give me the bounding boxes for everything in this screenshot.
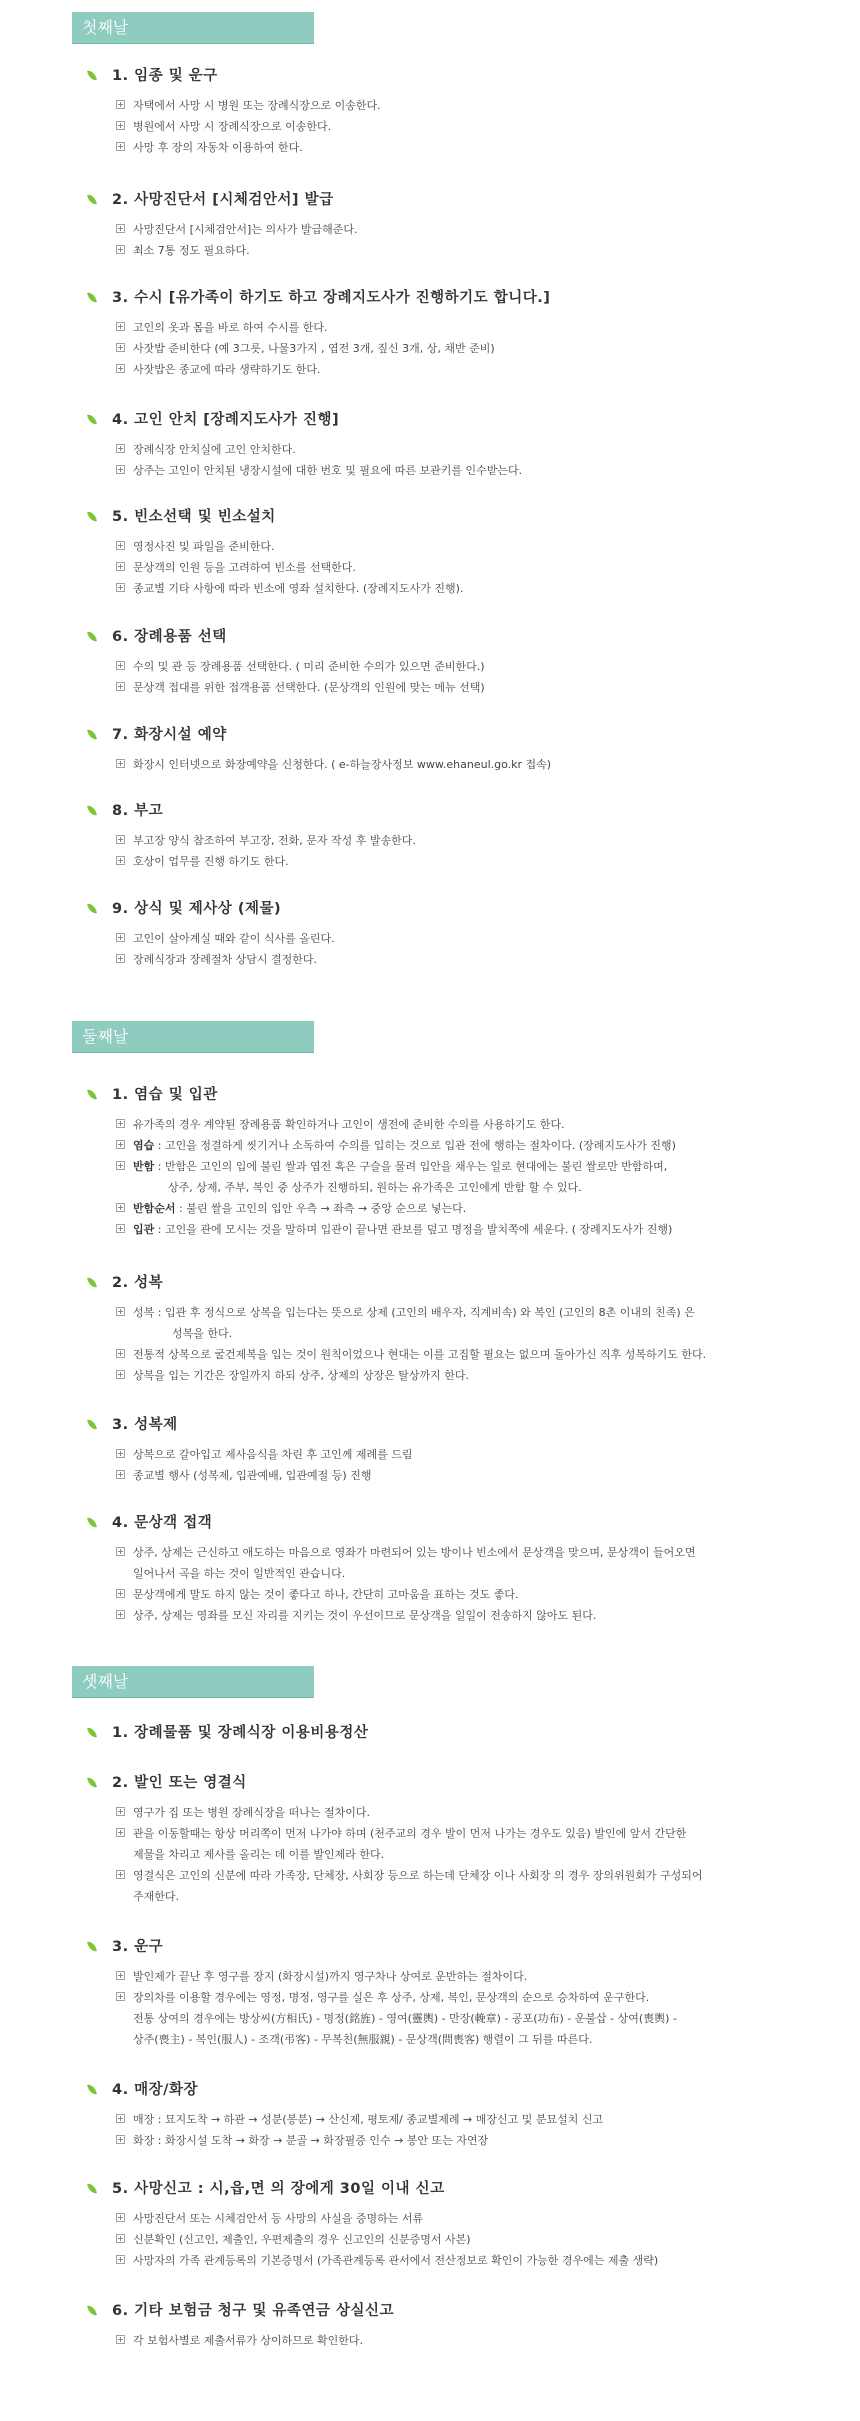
- list-item-continuation: 전통 상여의 경우에는 방상씨(方相氏) - 명정(銘旌) - 영여(靈輿) - 만장(輓章) - 공포(功布) - 운불삽 - 상여(喪輿) -: [133, 2012, 677, 2025]
- plus-box-icon: [116, 1547, 125, 1556]
- list-item: 발인제가 끝난 후 영구를 장지 (화장시설)까지 영구차나 상여로 운반하는 절차이다.: [116, 1966, 846, 1987]
- plus-box-icon: [116, 1807, 125, 1816]
- list-item-continuation: 일어나서 곡을 하는 것이 일반적인 관습니다.: [133, 1567, 346, 1580]
- plus-box-icon: [116, 1203, 125, 1212]
- plus-box-icon: [116, 1449, 125, 1458]
- day2-section-4: [86, 1512, 846, 1626]
- day3-section-2: [86, 1772, 846, 1907]
- list-item: 장례식장 안치실에 고인 안치한다.: [116, 439, 846, 460]
- list-item-continuation: 주재한다.: [133, 1890, 180, 1903]
- section-title: 9. 상식 및 제사상 (제물): [86, 898, 846, 920]
- list-item: 영구가 집 또는 병원 장례식장을 떠나는 절차이다.: [116, 1802, 846, 1823]
- list-item: 상복으로 갈아입고 제사음식을 차린 후 고인께 제례를 드림: [116, 1444, 846, 1465]
- plus-box-icon: [116, 245, 125, 254]
- plus-box-icon: [116, 1161, 125, 1170]
- plus-box-icon: [116, 2234, 125, 2243]
- list-item-continuation: 상주(喪主) - 복인(服人) - 조객(弔客) - 무복친(無服親) - 문상객(問喪客) 행렬이 그 뒤를 따른다.: [133, 2033, 593, 2046]
- day1-section-6: [86, 626, 846, 698]
- section-title: 8. 부고: [86, 800, 846, 822]
- section-title: 4. 문상객 접객: [86, 1512, 846, 1534]
- plus-box-icon: [116, 142, 125, 151]
- section-title: 3. 수시 [유가족이 하기도 하고 장례지도사가 진행하기도 합니다.]: [86, 287, 846, 309]
- list-item: 상주는 고인이 안치된 냉장시설에 대한 번호 및 필요에 따른 보관키를 인수받는다.: [116, 460, 846, 481]
- plus-box-icon: [116, 1589, 125, 1598]
- section-title: 6. 장례용품 선택: [86, 626, 846, 648]
- list-item: 고인의 옷과 몸을 바로 하여 수시를 한다.: [116, 317, 846, 338]
- leaf-bullet-icon: [87, 1418, 97, 1430]
- plus-box-icon: [116, 2213, 125, 2222]
- plus-box-icon: [116, 224, 125, 233]
- plus-box-icon: [116, 1610, 125, 1619]
- day2-header: 둘째날: [72, 1021, 314, 1053]
- day2-section-1: [86, 1084, 846, 1240]
- list-item: 영정사진 및 파일을 준비한다.: [116, 536, 846, 557]
- plus-box-icon: [116, 1224, 125, 1233]
- leaf-bullet-icon: [87, 2182, 97, 2194]
- day1-section-2: [86, 189, 846, 261]
- day3-section-1: [86, 1722, 846, 1744]
- plus-box-icon: [116, 661, 125, 670]
- list-item: 종교별 기타 사항에 따라 빈소에 영좌 설치한다. (장례지도사가 진행).: [116, 578, 846, 599]
- plus-box-icon: [116, 759, 125, 768]
- section-title: 1. 장례물품 및 장례식장 이용비용정산: [86, 1722, 846, 1744]
- list-item: 문상객의 인원 등을 고려하여 빈소를 선택한다.: [116, 557, 846, 578]
- section-title: 3. 성복제: [86, 1414, 846, 1436]
- leaf-bullet-icon: [87, 1726, 97, 1738]
- section-title: 5. 빈소선택 및 빈소설치: [86, 506, 846, 528]
- day1-header: 첫째날: [72, 12, 314, 44]
- list-item: 고인이 살아계실 때와 같이 식사를 올린다.: [116, 928, 846, 949]
- leaf-bullet-icon: [87, 291, 97, 303]
- plus-box-icon: [116, 1307, 125, 1316]
- plus-box-icon: [116, 1971, 125, 1980]
- day1-section-7: [86, 724, 846, 775]
- plus-box-icon: [116, 2255, 125, 2264]
- leaf-bullet-icon: [87, 193, 97, 205]
- section-title: 5. 사망신고 : 시,읍,면 의 장에게 30일 이내 신고: [86, 2178, 846, 2200]
- day1-section-5: [86, 506, 846, 599]
- list-item: 신분확인 (신고인, 제출인, 우편제출의 경우 신고인의 신분증명서 사본): [116, 2229, 846, 2250]
- section-title: 4. 매장/화장: [86, 2079, 846, 2101]
- day3-section-5: [86, 2178, 846, 2271]
- leaf-bullet-icon: [87, 630, 97, 642]
- list-item: 장례식장과 장례절차 상담시 결정한다.: [116, 949, 846, 970]
- plus-box-icon: [116, 2135, 125, 2144]
- day2-section-2: [86, 1272, 846, 1386]
- leaf-bullet-icon: [87, 902, 97, 914]
- plus-box-icon: [116, 121, 125, 130]
- leaf-bullet-icon: [87, 1088, 97, 1100]
- day1-section-8: [86, 800, 846, 872]
- leaf-bullet-icon: [87, 510, 97, 522]
- list-item: 반함 : 반함은 고인의 입에 불린 쌀과 엽전 혹은 구슬을 물려 입안을 채우는 일로 현대에는 불린 쌀로만 반함하며,: [116, 1156, 846, 1177]
- plus-box-icon: [116, 1870, 125, 1879]
- day1-section-4: [86, 409, 846, 481]
- plus-box-icon: [116, 541, 125, 550]
- list-item: 최소 7통 정도 필요하다.: [116, 240, 846, 261]
- leaf-bullet-icon: [87, 2083, 97, 2095]
- plus-box-icon: [116, 100, 125, 109]
- plus-box-icon: [116, 1119, 125, 1128]
- plus-box-icon: [116, 1992, 125, 2001]
- list-item: 염습 : 고인을 정결하게 씻기거나 소독하여 수의를 입히는 것으로 입관 전에 행하는 절차이다. (장례지도사가 진행): [116, 1135, 846, 1156]
- day3-section-6: [86, 2300, 846, 2351]
- day2-section-3: [86, 1414, 846, 1486]
- list-item: 사잣밥은 종교에 따라 생략하기도 한다.: [116, 359, 846, 380]
- list-item: 사망진단서 또는 시체검안서 등 사망의 사실을 증명하는 서류: [116, 2208, 846, 2229]
- plus-box-icon: [116, 2114, 125, 2123]
- plus-box-icon: [116, 1828, 125, 1837]
- plus-box-icon: [116, 856, 125, 865]
- plus-box-icon: [116, 343, 125, 352]
- list-item: 사망진단서 [시체검안서]는 의사가 발급해준다.: [116, 219, 846, 240]
- section-title: 3. 운구: [86, 1936, 846, 1958]
- section-title: 1. 임종 및 운구: [86, 65, 846, 87]
- plus-box-icon: [116, 322, 125, 331]
- leaf-bullet-icon: [87, 1276, 97, 1288]
- section-title: 2. 발인 또는 영결식: [86, 1772, 846, 1794]
- list-item: 문상객 접대를 위한 접객용품 선택한다. (문상객의 인원에 맞는 메뉴 선택): [116, 677, 846, 698]
- list-item: 관을 이동할때는 항상 머리쪽이 먼저 나가야 하며 (천주교의 경우 발이 먼저 나가는 경우도 있음) 발인에 앞서 간단한: [116, 1823, 846, 1844]
- list-item: 각 보험사별로 제출서류가 상이하므로 확인한다.: [116, 2330, 846, 2351]
- list-item: 입관 : 고인을 관에 모시는 것을 말하며 입관이 끝나면 관보를 덮고 명정을 발치쪽에 세운다. ( 장례지도사가 진행): [116, 1219, 846, 1240]
- plus-box-icon: [116, 562, 125, 571]
- list-item: 사잣밥 준비한다 (예 3그릇, 나물3가지 , 엽전 3개, 짚신 3개, 상, 채반 준비): [116, 338, 846, 359]
- list-item-continuation: 성복을 한다.: [172, 1327, 233, 1340]
- list-item: 화장시 인터넷으로 화장예약을 신청한다. ( e-하늘장사정보 www.ehaneul.go.kr 접속): [116, 754, 846, 775]
- plus-box-icon: [116, 1370, 125, 1379]
- plus-box-icon: [116, 954, 125, 963]
- leaf-bullet-icon: [87, 728, 97, 740]
- plus-box-icon: [116, 835, 125, 844]
- list-item-continuation: 제물을 차리고 제사를 올리는 데 이를 발인제라 한다.: [133, 1848, 385, 1861]
- plus-box-icon: [116, 583, 125, 592]
- list-item: 부고장 양식 참조하여 부고장, 전화, 문자 작성 후 발송한다.: [116, 830, 846, 851]
- plus-box-icon: [116, 933, 125, 942]
- section-title: 2. 성복: [86, 1272, 846, 1294]
- leaf-bullet-icon: [87, 1940, 97, 1952]
- list-item: 매장 : 묘지도착 → 하관 → 성분(봉분) → 산신제, 평토제/ 종교별제례 → 매장신고 및 분묘설치 신고: [116, 2109, 846, 2130]
- section-title: 1. 염습 및 입관: [86, 1084, 846, 1106]
- day3-header: 셋째날: [72, 1666, 314, 1698]
- plus-box-icon: [116, 444, 125, 453]
- section-title: 7. 화장시설 예약: [86, 724, 846, 746]
- list-item: 유가족의 경우 계약된 장례용품 확인하거나 고인이 생전에 준비한 수의를 사용하기도 한다.: [116, 1114, 846, 1135]
- list-item: 화장 : 화장시설 도착 → 화장 → 분골 → 화장필증 인수 → 봉안 또는 자연장: [116, 2130, 846, 2151]
- list-item: 문상객에게 말도 하지 않는 것이 좋다고 하나, 간단히 고마움을 표하는 것도 좋다.: [116, 1584, 846, 1605]
- list-item: 종교별 행사 (성복제, 입관예배, 입관예절 등) 진행: [116, 1465, 846, 1486]
- list-item: 영결식은 고인의 신분에 따라 가족장, 단체장, 사회장 등으로 하는데 단체장 이나 사회장 의 경우 장의위원회가 구성되어: [116, 1865, 846, 1886]
- plus-box-icon: [116, 1349, 125, 1358]
- list-item: 반함순서 : 불린 쌀을 고인의 입안 우측 → 좌측 → 중앙 순으로 넣는다.: [116, 1198, 846, 1219]
- plus-box-icon: [116, 465, 125, 474]
- day3-section-3: [86, 1936, 846, 2050]
- list-item: 사망 후 장의 자동차 이용하여 한다.: [116, 137, 846, 158]
- list-item: 상복을 입는 기간은 장일까지 하되 상주, 상제의 상장은 탈상까지 한다.: [116, 1365, 846, 1386]
- plus-box-icon: [116, 364, 125, 373]
- plus-box-icon: [116, 1470, 125, 1479]
- plus-box-icon: [116, 682, 125, 691]
- section-title: 2. 사망진단서 [시체검안서] 발급: [86, 189, 846, 211]
- leaf-bullet-icon: [87, 804, 97, 816]
- list-item: 상주, 상제는 근신하고 애도하는 마음으로 영좌가 마련되어 있는 방이나 빈소에서 문상객을 맞으며, 문상객이 들어오면: [116, 1542, 846, 1563]
- leaf-bullet-icon: [87, 1516, 97, 1528]
- leaf-bullet-icon: [87, 1776, 97, 1788]
- day1-section-3: [86, 287, 846, 380]
- list-item: 병원에서 사망 시 장례식장으로 이송한다.: [116, 116, 846, 137]
- list-item: 호상이 업무를 진행 하기도 한다.: [116, 851, 846, 872]
- list-item: 자택에서 사망 시 병원 또는 장례식장으로 이송한다.: [116, 95, 846, 116]
- day3-section-4: [86, 2079, 846, 2151]
- plus-box-icon: [116, 2335, 125, 2344]
- leaf-bullet-icon: [87, 2304, 97, 2316]
- section-title: 4. 고인 안치 [장례지도사가 진행]: [86, 409, 846, 431]
- leaf-bullet-icon: [87, 413, 97, 425]
- list-item: 성복 : 입관 후 정식으로 상복을 입는다는 뜻으로 상제 (고인의 배우자, 직계비속) 와 복인 (고인의 8촌 이내의 친족) 은: [116, 1302, 846, 1323]
- list-item-continuation: 상주, 상제, 주부, 복인 중 상주가 진행하되, 원하는 유가족은 고인에게 반함 할 수 있다.: [168, 1181, 582, 1194]
- plus-box-icon: [116, 1140, 125, 1149]
- list-item: 장의차를 이용할 경우에는 영정, 명정, 영구를 실은 후 상주, 상제, 복인, 문상객의 순으로 승차하여 운구한다.: [116, 1987, 846, 2008]
- leaf-bullet-icon: [87, 69, 97, 81]
- day1-section-9: [86, 898, 846, 970]
- list-item: 수의 및 관 등 장례용품 선택한다. ( 미리 준비한 수의가 있으면 준비한다.): [116, 656, 846, 677]
- list-item: 상주, 상제는 영좌를 모신 자리를 지키는 것이 우선이므로 문상객을 일일이 전송하지 않아도 된다.: [116, 1605, 846, 1626]
- list-item: 전통적 상복으로 굴건제복을 입는 것이 원칙이었으나 현대는 이를 고집할 필요는 없으며 돌아가신 직후 성복하기도 한다.: [116, 1344, 846, 1365]
- day1-section-1: [86, 65, 846, 158]
- section-title: 6. 기타 보험금 청구 및 유족연금 상실신고: [86, 2300, 846, 2322]
- list-item: 사망자의 가족 관계등록의 기본증명서 (가족관계등록 관서에서 전산정보로 확인이 가능한 경우에는 제출 생략): [116, 2250, 846, 2271]
